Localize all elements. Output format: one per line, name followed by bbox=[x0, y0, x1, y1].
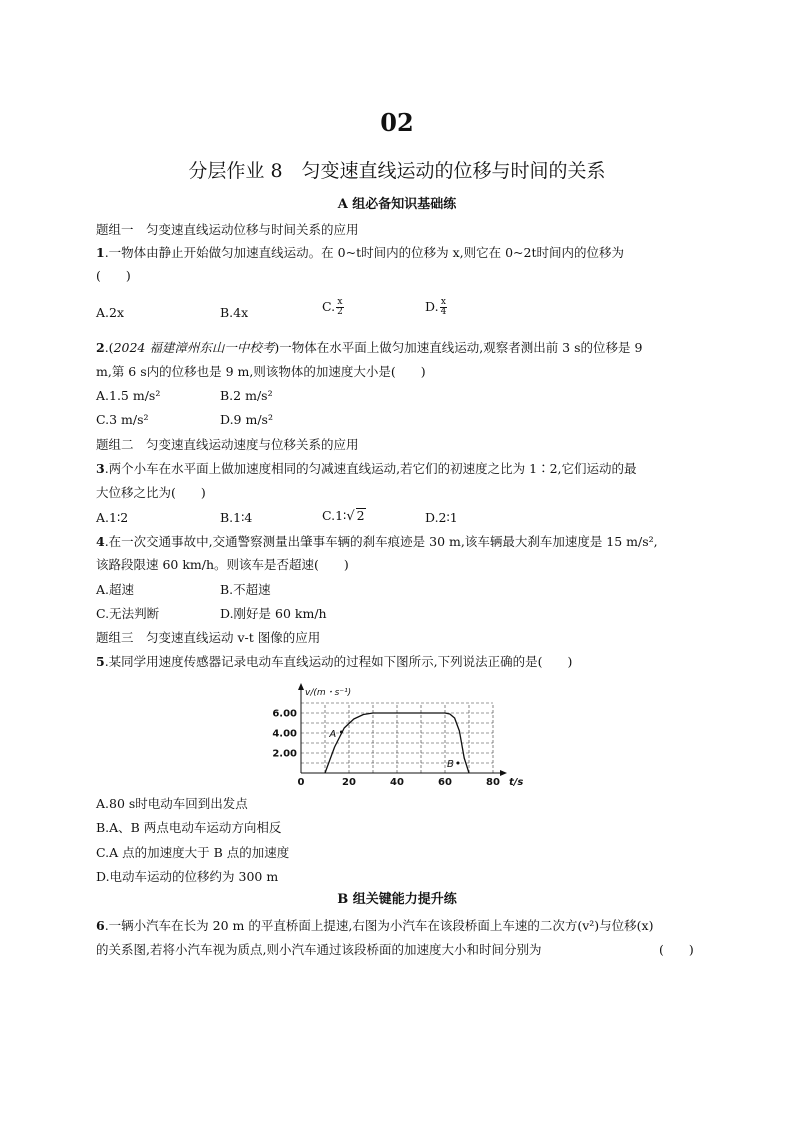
question-6-line-2: 的关系图,若将小汽车视为质点,则小汽车通过该段桥面的加速度大小和时间分别为 bbox=[96, 942, 542, 957]
y-axis-label: v/(m・s⁻¹) bbox=[305, 688, 352, 698]
source-note: 2024 福建漳州东山一中校考 bbox=[113, 340, 275, 355]
x-tick-label: 20 bbox=[342, 777, 356, 788]
question-text: .一辆小汽车在长为 20 m 的平直桥面上提速,右图为小汽车在该段桥面上车速的二次方(v²)与位移(x) bbox=[104, 918, 654, 933]
fraction: $\frac{x}{4}$ bbox=[440, 297, 447, 317]
question-3-line-2: 大位移之比为( ) bbox=[96, 485, 206, 500]
q1-option-b[interactable]: B.4x bbox=[220, 305, 249, 320]
question-number: 6 bbox=[96, 918, 105, 933]
question-3 bbox=[96, 461, 637, 477]
y-tick-label: 2.00 bbox=[272, 748, 297, 760]
point-a-label: A bbox=[329, 729, 337, 740]
y-tick-label: 4.00 bbox=[272, 728, 297, 740]
point-a-marker bbox=[340, 731, 343, 734]
question-2 bbox=[96, 340, 642, 356]
fraction: $\frac{x}{2}$ bbox=[337, 297, 343, 317]
question-number: 5 bbox=[96, 654, 105, 669]
x-axis-arrow bbox=[500, 770, 507, 776]
question-text: .在一次交通事故中,交通警察测量出肇事车辆的刹车痕迹是 30 m,该车辆最大刹车加速度是 15 m/s², bbox=[104, 534, 658, 549]
question-text: .( bbox=[104, 340, 114, 355]
point-b-marker bbox=[457, 762, 460, 765]
page-number: 02 bbox=[380, 108, 414, 137]
q5-option-d[interactable]: D.电动车运动的位移约为 300 m bbox=[96, 869, 279, 884]
page-title: 分层作业 8 匀变速直线运动的位移与时间的关系 bbox=[188, 160, 606, 182]
q4-option-b[interactable]: B.不超速 bbox=[220, 582, 271, 597]
x-tick-label: 40 bbox=[390, 777, 404, 788]
section-a-heading: A 组必备知识基础练 bbox=[337, 197, 457, 212]
group-heading-1: 题组一 匀变速直线运动位移与时间关系的应用 bbox=[96, 222, 359, 237]
radicand: 2 bbox=[356, 508, 365, 523]
q1-option-d[interactable] bbox=[425, 298, 447, 317]
answer-paren: ( ) bbox=[659, 942, 694, 957]
x-tick-label: 60 bbox=[438, 777, 452, 788]
question-2-line-2: m,第 6 s内的位移也是 9 m,则该物体的加速度大小是( ) bbox=[96, 364, 426, 379]
q5-option-b[interactable]: B.A、B 两点电动车运动方向相反 bbox=[96, 820, 282, 835]
q4-option-d[interactable]: D.刚好是 60 km/h bbox=[220, 606, 327, 621]
question-text: )一物体在水平面上做匀加速直线运动,观察者测出前 3 s的位移是 9 bbox=[274, 340, 643, 355]
q5-option-c[interactable]: C.A 点的加速度大于 B 点的加速度 bbox=[96, 845, 290, 860]
x-tick-label: 80 bbox=[486, 777, 500, 788]
y-axis-arrow bbox=[298, 683, 304, 690]
question-number: 1 bbox=[96, 245, 105, 260]
question-text: .两个小车在水平面上做加速度相同的匀减速直线运动,若它们的初速度之比为 1∶2,它们运动的最 bbox=[104, 461, 637, 476]
q5-option-a[interactable]: A.80 s时电动车回到出发点 bbox=[96, 796, 248, 811]
answer-paren: ( ) bbox=[96, 268, 131, 283]
question-number: 2 bbox=[96, 340, 105, 355]
q2-option-b[interactable]: B.2 m/s² bbox=[220, 388, 273, 403]
point-b-label: B bbox=[447, 759, 454, 770]
radical-sign: √ bbox=[346, 509, 355, 524]
q2-option-d[interactable]: D.9 m/s² bbox=[220, 412, 273, 427]
q4-option-c[interactable]: C.无法判断 bbox=[96, 606, 160, 621]
section-b-heading: B 组关键能力提升练 bbox=[337, 892, 457, 907]
y-tick-label: 6.00 bbox=[272, 708, 297, 720]
group-heading-3: 题组三 匀变速直线运动 v-t 图像的应用 bbox=[96, 630, 321, 645]
q3-option-c[interactable] bbox=[322, 508, 366, 525]
q3-option-b[interactable]: B.1∶4 bbox=[220, 510, 253, 525]
question-text: .某同学用速度传感器记录电动车直线运动的过程如下图所示,下列说法正确的是( ) bbox=[104, 654, 573, 669]
q1-option-c[interactable] bbox=[322, 298, 344, 317]
q3-option-a[interactable]: A.1∶2 bbox=[96, 510, 129, 525]
x-axis-label: t/s bbox=[509, 777, 524, 788]
q1-option-a[interactable]: A.2x bbox=[96, 305, 125, 320]
question-5 bbox=[96, 654, 572, 670]
question-1 bbox=[96, 245, 624, 261]
q2-option-a[interactable]: A.1.5 m/s² bbox=[96, 388, 161, 403]
velocity-time-chart bbox=[262, 676, 532, 788]
question-6 bbox=[96, 918, 653, 934]
q4-option-a[interactable]: A.超速 bbox=[96, 582, 135, 597]
option-label: C.1∶ bbox=[322, 508, 347, 523]
question-number: 4 bbox=[96, 534, 105, 549]
question-text: .一物体由静止开始做匀加速直线运动。在 0~t时间内的位移为 x,则它在 0~2t时间内的位移为 bbox=[104, 245, 624, 260]
q2-option-c[interactable]: C.3 m/s² bbox=[96, 412, 149, 427]
question-number: 3 bbox=[96, 461, 105, 476]
question-4-line-2: 该路段限速 60 km/h。则该车是否超速( ) bbox=[96, 557, 349, 572]
x-tick-label: 0 bbox=[297, 777, 305, 788]
q3-option-d[interactable]: D.2∶1 bbox=[425, 510, 458, 525]
question-4 bbox=[96, 534, 658, 550]
option-label: C. bbox=[322, 299, 336, 314]
option-label: D. bbox=[425, 299, 439, 314]
group-heading-2: 题组二 匀变速直线运动速度与位移关系的应用 bbox=[96, 437, 359, 452]
